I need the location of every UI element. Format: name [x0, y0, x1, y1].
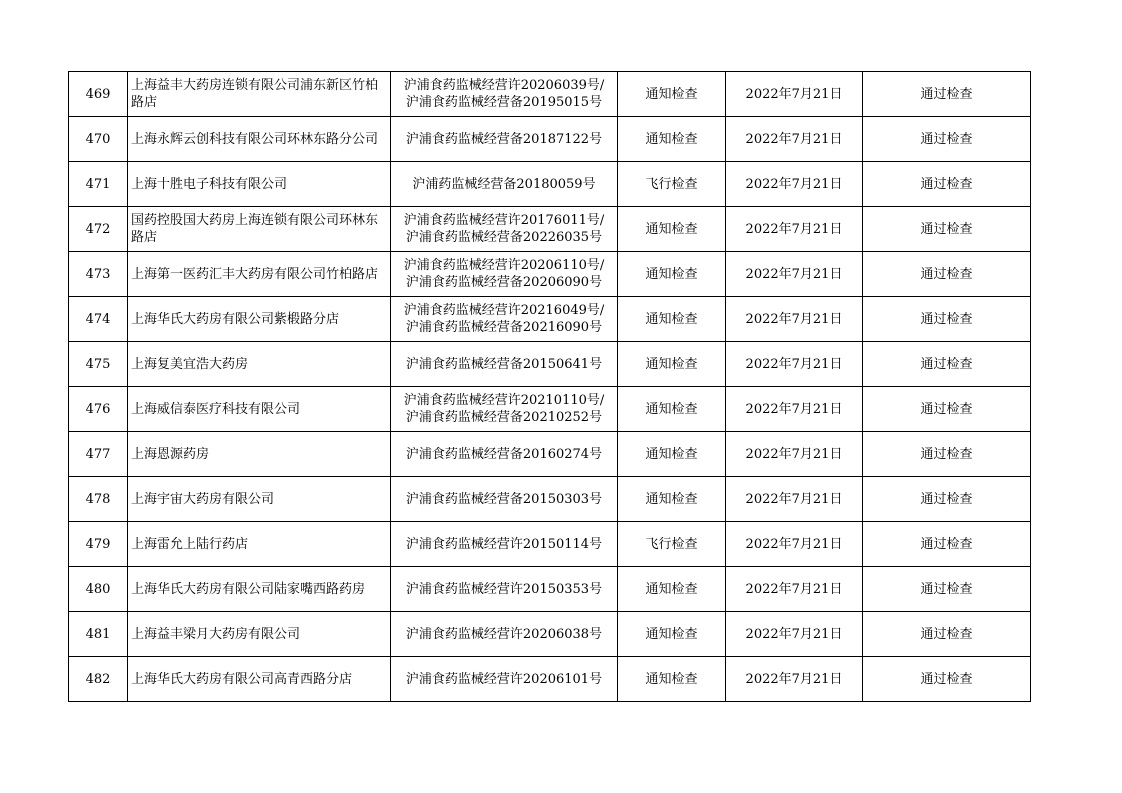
- row-number: 476: [69, 387, 128, 432]
- license-line: 沪浦食药监械经营备20150303号: [405, 491, 603, 507]
- table-row: [69, 162, 1031, 207]
- company-name: 上海雷允上陆行药店: [128, 522, 391, 567]
- inspection-date: 2022年7月21日: [726, 207, 863, 252]
- inspection-type: 通知检查: [618, 387, 726, 432]
- table-row: [69, 252, 1031, 297]
- inspection-result: 通过检查: [863, 522, 1031, 567]
- inspection-type: 通知检查: [618, 567, 726, 612]
- inspection-result: 通过检查: [863, 72, 1031, 117]
- license-line: 沪浦食药监械经营备20160274号: [405, 446, 603, 462]
- table-row: [69, 477, 1031, 522]
- license-number: [391, 72, 618, 117]
- company-name: 上海复美宜浩大药房: [128, 342, 391, 387]
- inspection-type: 通知检查: [618, 207, 726, 252]
- license-number: [391, 522, 618, 567]
- row-number: 469: [69, 72, 128, 117]
- inspection-date: 2022年7月21日: [726, 252, 863, 297]
- row-number: 479: [69, 522, 128, 567]
- inspection-result: 通过检查: [863, 117, 1031, 162]
- license-number: [391, 477, 618, 522]
- license-line: 沪浦食药监械经营备20226035号: [405, 230, 603, 245]
- table-row: [69, 207, 1031, 252]
- table-row: [69, 522, 1031, 567]
- company-name: 上海益丰梁月大药房有限公司: [128, 612, 391, 657]
- inspection-table: [68, 71, 1031, 702]
- license-line: 沪浦食药监械经营许20210110号/: [403, 393, 605, 408]
- inspection-date: 2022年7月21日: [726, 657, 863, 702]
- license-line: 沪浦食药监械经营备20150641号: [405, 356, 603, 372]
- inspection-date: 2022年7月21日: [726, 477, 863, 522]
- inspection-date: 2022年7月21日: [726, 297, 863, 342]
- inspection-type: 通知检查: [618, 72, 726, 117]
- license-line: 沪浦食药监械经营许20206039号/: [403, 78, 605, 93]
- license-line: 沪浦食药监械经营许20150353号: [405, 581, 603, 597]
- license-line: 沪浦食药监械经营许20206101号: [405, 671, 603, 687]
- company-name: 上海十胜电子科技有限公司: [128, 162, 391, 207]
- inspection-result: 通过检查: [863, 207, 1031, 252]
- license-line: 沪浦食药监械经营备20195015号: [405, 95, 603, 110]
- inspection-date: 2022年7月21日: [726, 117, 863, 162]
- inspection-type: 飞行检查: [618, 162, 726, 207]
- table-row: [69, 297, 1031, 342]
- row-number: 481: [69, 612, 128, 657]
- company-name: 上海永辉云创科技有限公司环林东路分公司: [128, 117, 391, 162]
- inspection-result: 通过检查: [863, 252, 1031, 297]
- license-number: [391, 432, 618, 477]
- license-line: 沪浦食药监械经营许20150114号: [405, 536, 603, 552]
- license-number: [391, 207, 618, 252]
- license-line: 沪浦食药监械经营备20216090号: [405, 320, 603, 335]
- inspection-date: 2022年7月21日: [726, 612, 863, 657]
- inspection-type: 通知检查: [618, 342, 726, 387]
- inspection-result: 通过检查: [863, 612, 1031, 657]
- license-line: 沪浦食药监械经营许20216049号/: [403, 303, 605, 318]
- inspection-result: 通过检查: [863, 432, 1031, 477]
- inspection-date: 2022年7月21日: [726, 342, 863, 387]
- license-line: 沪浦药监械经营备20180059号: [412, 176, 596, 192]
- row-number: 475: [69, 342, 128, 387]
- table-row: [69, 432, 1031, 477]
- inspection-result: 通过检查: [863, 297, 1031, 342]
- inspection-date: 2022年7月21日: [726, 432, 863, 477]
- license-line: 沪浦食药监械经营备20210252号: [405, 410, 603, 425]
- table-row: [69, 387, 1031, 432]
- row-number: 480: [69, 567, 128, 612]
- row-number: 471: [69, 162, 128, 207]
- company-name: 上海第一医药汇丰大药房有限公司竹柏路店: [128, 252, 391, 297]
- row-number: 478: [69, 477, 128, 522]
- row-number: 477: [69, 432, 128, 477]
- table-row: [69, 342, 1031, 387]
- company-name: 上海恩源药房: [128, 432, 391, 477]
- table-row: [69, 567, 1031, 612]
- inspection-result: 通过检查: [863, 567, 1031, 612]
- inspection-type: 飞行检查: [618, 522, 726, 567]
- inspection-date: 2022年7月21日: [726, 567, 863, 612]
- license-line: 沪浦食药监械经营许20206110号/: [403, 258, 605, 273]
- table-row: [69, 657, 1031, 702]
- inspection-type: 通知检查: [618, 252, 726, 297]
- license-number: [391, 252, 618, 297]
- license-number: [391, 162, 618, 207]
- company-name: 上海华氏大药房有限公司陆家嘴西路药房: [128, 567, 391, 612]
- table-row: [69, 612, 1031, 657]
- company-name: 上海华氏大药房有限公司高青西路分店: [128, 657, 391, 702]
- inspection-type: 通知检查: [618, 117, 726, 162]
- inspection-result: 通过检查: [863, 477, 1031, 522]
- inspection-result: 通过检查: [863, 387, 1031, 432]
- table-row: [69, 72, 1031, 117]
- row-number: 472: [69, 207, 128, 252]
- company-name: 国药控股国大药房上海连锁有限公司环林东路店: [128, 207, 391, 252]
- license-number: [391, 567, 618, 612]
- table-body: [69, 72, 1031, 702]
- company-name: 上海宇宙大药房有限公司: [128, 477, 391, 522]
- inspection-type: 通知检查: [618, 297, 726, 342]
- inspection-date: 2022年7月21日: [726, 522, 863, 567]
- inspection-type: 通知检查: [618, 612, 726, 657]
- inspection-date: 2022年7月21日: [726, 162, 863, 207]
- license-number: [391, 657, 618, 702]
- license-number: [391, 612, 618, 657]
- company-name: 上海威信泰医疗科技有限公司: [128, 387, 391, 432]
- license-number: [391, 297, 618, 342]
- license-number: [391, 342, 618, 387]
- inspection-type: 通知检查: [618, 657, 726, 702]
- inspection-result: 通过检查: [863, 342, 1031, 387]
- license-number: [391, 387, 618, 432]
- inspection-date: 2022年7月21日: [726, 387, 863, 432]
- license-number: [391, 117, 618, 162]
- company-name: 上海益丰大药房连锁有限公司浦东新区竹柏路店: [128, 72, 391, 117]
- license-line: 沪浦食药监械经营许20206038号: [405, 626, 603, 642]
- inspection-type: 通知检查: [618, 477, 726, 522]
- inspection-result: 通过检查: [863, 162, 1031, 207]
- row-number: 470: [69, 117, 128, 162]
- license-line: 沪浦食药监械经营备20206090号: [405, 275, 603, 290]
- license-line: 沪浦食药监械经营许20176011号/: [403, 213, 605, 228]
- table-row: [69, 117, 1031, 162]
- inspection-result: 通过检查: [863, 657, 1031, 702]
- row-number: 474: [69, 297, 128, 342]
- row-number: 473: [69, 252, 128, 297]
- inspection-type: 通知检查: [618, 432, 726, 477]
- license-line: 沪浦食药监械经营备20187122号: [405, 131, 603, 147]
- row-number: 482: [69, 657, 128, 702]
- inspection-date: 2022年7月21日: [726, 72, 863, 117]
- company-name: 上海华氏大药房有限公司紫椴路分店: [128, 297, 391, 342]
